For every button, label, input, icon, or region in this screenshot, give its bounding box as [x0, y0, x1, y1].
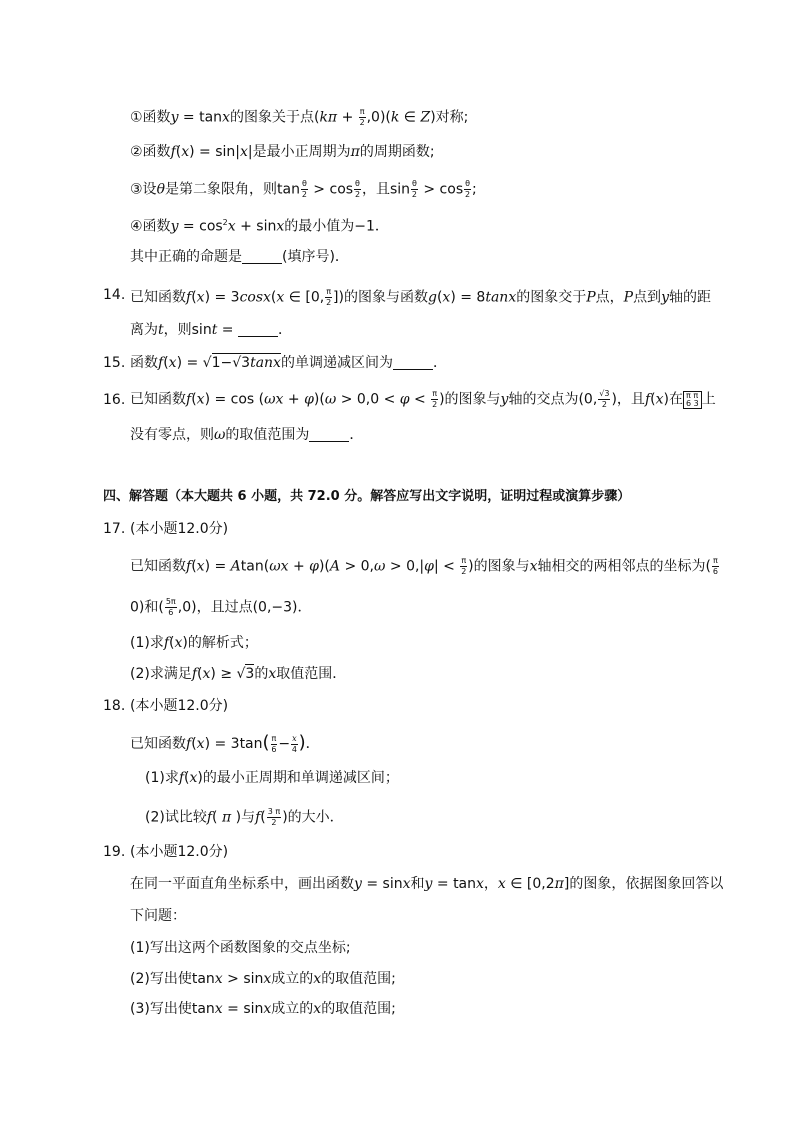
q19-line2: 下问题： [130, 908, 186, 924]
q18-sub2: (2)试比较f( π )与f( $\frac{3 \pi}{2}$ )的大小． [145, 807, 344, 827]
proposition-1: ①函数y = tanx的图象关于点(kπ + $\frac{\pi}{2}$ ,0)(k ∈ Z)对称; [130, 107, 469, 127]
q17-score: (本小题12.0分) [130, 521, 229, 537]
q19-sub3: (3)写出使tanx = sinx成立的x的取值范围; [130, 1001, 396, 1017]
q19-sub1: (1)写出这两个函数图象的交点坐标; [130, 940, 351, 956]
section-4-heading: 四、解答题（本大题共 6 小题，共 72.0 分。解答应写出文字说明，证明过程或演算步骤） [103, 489, 631, 504]
q17-sub1: (1)求f(x)的解析式； [130, 635, 258, 651]
q19-score: (本小题12.0分) [130, 844, 229, 860]
q18-definition: 已知函数f(x) = 3tan( $\frac{\pi}{6}$ − $\frac{x}{4}$ )． [130, 732, 320, 754]
q19-sub2: (2)写出使tanx > sinx成立的x的取值范围; [130, 971, 396, 987]
proposition-question: 其中正确的命题是 (填序号)． [130, 249, 349, 265]
proposition-3: ③设θ是第二象限角，则tan $\frac{\theta}{2}$ > cos $\frac{\theta}{2}$ ，且sin $\frac{\theta}{2}$ > cos $\frac{\theta}{2}$ ; [130, 179, 477, 199]
q15-number: 15. [103, 355, 126, 371]
q17-line2: 0)和( $\frac{5\pi}{6}$ ,0)，且过点(0,−3)． [130, 597, 312, 617]
q18-score: (本小题12.0分) [130, 698, 229, 714]
proposition-2: ②函数f(x) = sin|x|是最小正周期为π的周期函数; [130, 144, 435, 160]
q19-number: 19. [103, 844, 126, 860]
q16-number: 16. [103, 392, 126, 408]
q16-line2: 没有零点，则ω的取值范围为 ． [130, 427, 364, 443]
q14-line2: 离为t，则sint = ． [130, 322, 292, 338]
q14-line1: 已知函数f(x) = 3cosx(x ∈ [0, $\frac{\pi}{2}$ ])的图象与函数g(x) = 8tanx的图象交于P点，P点到y轴的距 [130, 287, 711, 307]
q15-text: 函数f(x) = √1−√3tanx的单调递减区间为 ． [130, 355, 447, 371]
q17-line1: 已知函数f(x) = Atan(ωx + φ)(A > 0,ω > 0,|φ| < $\frac{\pi}{2}$ )的图象与x轴相交的两相邻点的坐标为( $\frac{\pi}{6}$ [130, 556, 718, 576]
q18-number: 18. [103, 698, 126, 714]
q14-number: 14. [103, 287, 126, 303]
q16-line1: 已知函数f(x) = cos (ωx + φ)(ω > 0,0 < φ < $\frac{\pi}{2}$ )的图象与y轴的交点为(0, $\frac{√3}{2}$ )，且f(x)在 π π 6 3 上 [130, 389, 716, 409]
q17-sub2: (2)求满足f(x) ≥ √3的x取值范围． [130, 666, 347, 682]
q19-line1: 在同一平面直角坐标系中，画出函数y = sinx和y = tanx，x ∈ [0,2π]的图象，依据图象回答以 [130, 876, 724, 892]
q18-sub1: (1)求f(x)的最小正周期和单调递减区间； [145, 770, 399, 786]
proposition-4: ④函数$y = \cos^2x + \sin x$的最小值为−1． [130, 218, 389, 235]
q17-number: 17. [103, 521, 126, 537]
